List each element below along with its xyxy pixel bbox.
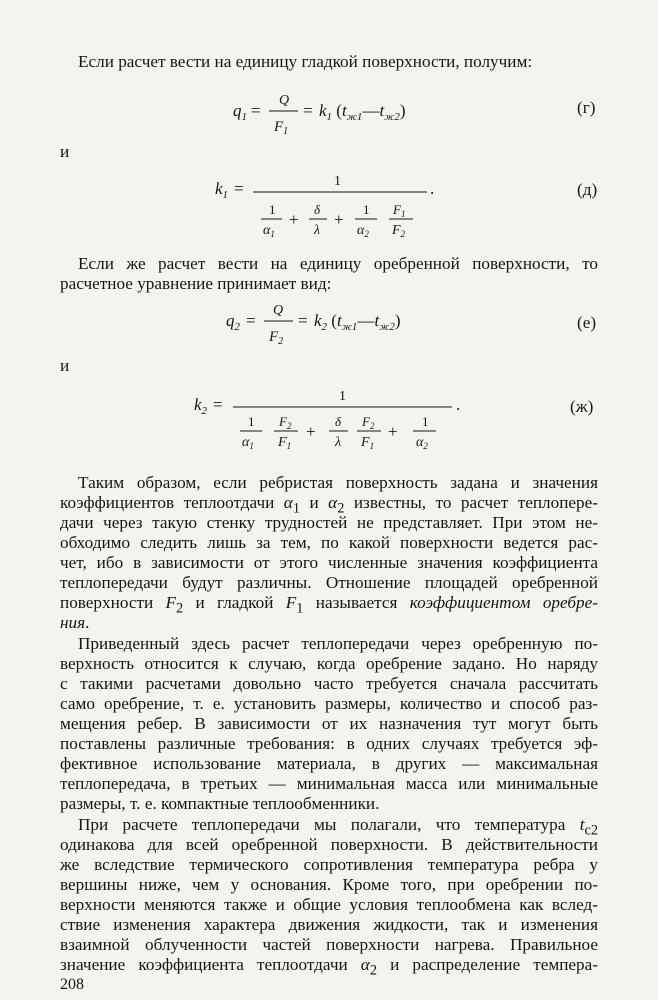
svg-text:Q: Q (273, 303, 284, 318)
svg-text:F2: $F_2$ (279, 414, 292, 431)
svg-text:+: + (289, 210, 299, 229)
equation-g (233, 93, 406, 137)
svg-text:F1: $F_1$ (361, 435, 375, 451)
para1-line: чет, ибо в зависимости от этого численные значения коэффициента (60, 553, 598, 572)
para3-line: При расчете теплопередачи мы полагали, что температура $t_{c2}$ (78, 815, 598, 839)
para2-line: верхность относится к случаю, когда оребрение задано. Но наряду (60, 654, 598, 673)
intro-line: Если расчет вести на единицу гладкой поверхности, получим: (78, 52, 533, 71)
para2-line: мещения ребер. В зависимости от их назначения тут могут быть (60, 714, 598, 733)
para-finned-line: расчетное уравнение принимает вид: (60, 274, 332, 293)
para2-line: размеры, т. е. компактные теплообменники. (60, 794, 380, 813)
equation-e (226, 303, 401, 347)
svg-text:=: = (234, 179, 244, 198)
svg-text:1: 1 (248, 414, 255, 429)
svg-text:+: + (306, 422, 316, 441)
svg-text:F2: $F_2$ (362, 414, 375, 431)
svg-text:1: 1 (422, 414, 429, 429)
eq-label-zh: (ж) (570, 397, 594, 416)
eq-label-e: (е) (577, 313, 597, 332)
para2-line: теплопередача, в третьих — минимальная масса или минимальные (60, 774, 598, 793)
svg-text:α1: $\alpha_1$ (242, 435, 254, 451)
equation-zh (194, 389, 460, 451)
para3-line: ствие изменения характера движения жидкости, так и изменения (60, 915, 598, 934)
para1-line: обходимо следить лишь за тем, по какой поверхности ведется рас- (60, 533, 598, 552)
para3-line: взаимной облученности частей поверхности нагрева. Правильное (60, 935, 598, 954)
eq-g-den: $F_1$ (274, 119, 289, 137)
svg-text:δ: δ (335, 414, 342, 429)
svg-text:1: 1 (363, 202, 370, 217)
svg-text:α1: $\alpha_1$ (263, 223, 275, 239)
conjunction-2: и (60, 356, 70, 375)
conjunction-1: и (60, 142, 70, 161)
para3-line: одинакова для всей оребренной поверхности. В действительности (60, 835, 598, 854)
eq-label-g: (г) (577, 98, 596, 117)
svg-text:λ: λ (314, 223, 321, 238)
eq-g-rhs: $k_1$ $(t_{ж1}—t_{ж2})$ (319, 101, 406, 123)
equation-d (215, 174, 434, 239)
svg-text:+: + (334, 210, 344, 229)
eq-zh-lhs: $k_2$ (194, 395, 208, 417)
eq-e-lhs: $q_2$ (226, 311, 240, 333)
svg-text:=: = (246, 311, 256, 330)
para1-line: коэффициентов теплоотдачи $\alpha_1$ и $\alpha_2$ известны, то расчет теплопере- (60, 493, 598, 517)
svg-text:1: 1 (269, 202, 276, 217)
svg-text:.: . (430, 179, 435, 198)
svg-text:F1: $F_1$ (393, 202, 406, 219)
svg-text:=: = (303, 101, 313, 120)
svg-text:δ: δ (314, 202, 321, 217)
svg-text:.: . (456, 395, 461, 414)
para3-line: значение коэффициента теплоотдачи $\alpha_2$ и распределение темпера- (60, 955, 598, 979)
para3-line: верхности меняются также и общие условия теплообмена как вслед- (60, 895, 598, 914)
eq-d-lhs: $k_1$ (215, 179, 229, 201)
svg-text:+: + (388, 422, 398, 441)
formula-block (0, 0, 658, 470)
svg-text:F2: $F_2$ (269, 329, 284, 347)
svg-text:α2: $\alpha_2$ (357, 223, 369, 239)
para3-line: вершины ниже, чем у основания. Кроме того, при оребрении по- (60, 875, 598, 894)
eq-g-num: Q (279, 93, 290, 108)
para2-line: Приведенный здесь расчет теплопередачи через оребренную по- (78, 634, 598, 653)
para3-line: же вследствие термического сопротивления температура ребра у (60, 855, 598, 874)
eq-g-lhs: $q_1$ (233, 101, 247, 123)
svg-text:1: 1 (334, 174, 341, 189)
para1-line: теплопередачи будут различны. Отношение площадей оребренной (60, 573, 598, 592)
svg-text:α2: $\alpha_2$ (416, 435, 428, 451)
para1-line: Таким образом, если ребристая поверхность задана и значения (78, 473, 598, 492)
para2-line: фективное использование материала, в других — максимальная (60, 754, 598, 773)
eq-e-rhs: $k_2$ $(t_{ж1}—t_{ж2})$ (314, 311, 401, 333)
svg-text:λ: λ (335, 435, 342, 450)
eq-label-d: (д) (577, 180, 598, 199)
page-number: 208 (60, 976, 84, 993)
svg-text:F2: $F_2$ (392, 223, 406, 239)
svg-text:=: = (251, 101, 261, 120)
svg-text:F1: $F_1$ (278, 435, 292, 451)
svg-text:1: 1 (339, 389, 346, 404)
para2-line: само оребрение, т. е. установить размеры, количество и способ раз- (60, 694, 598, 713)
para1-line: ния. (60, 613, 90, 632)
para-finned-line: Если же расчет вести на единицу оребренной поверхности, то (78, 254, 598, 273)
para1-line: поверхности $F_2$ и гладкой $F_1$ называется коэффициентом оребре- (60, 593, 598, 617)
svg-text:=: = (298, 311, 308, 330)
para1-line: дачи через такую стенку трудностей не представляет. При этом не- (60, 513, 598, 532)
para2-line: с такими расчетами довольно часто требуется сначала рассчитать (60, 674, 598, 693)
para2-line: поставлены различные требования: в одних случаях требуется эф- (60, 734, 598, 753)
svg-text:=: = (213, 395, 223, 414)
